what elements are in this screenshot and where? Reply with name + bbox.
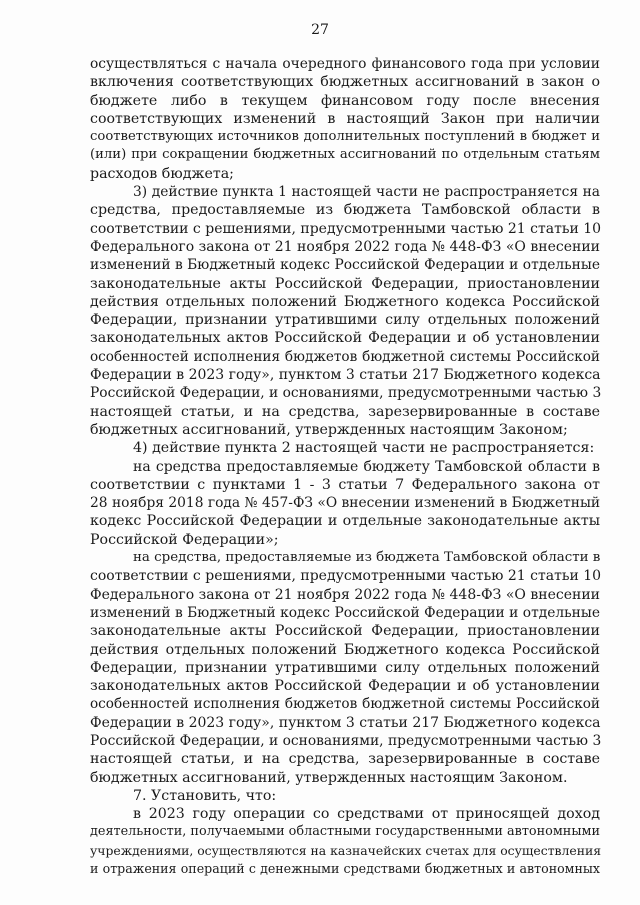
text-line: законодательных актов Российской Федерации и об установлении	[90, 678, 600, 695]
text-line: бюджете либо в текущем финансовом году после внесения	[90, 92, 600, 109]
text-line: кодекс Российской Федерации и отдельные законодательные акты	[90, 513, 600, 530]
text-line: Федерации в 2023 году», пунктом 3 статьи 217 Бюджетного кодекса	[90, 367, 601, 384]
text-line: 4) действие пункта 2 настоящей части не распространяется:	[133, 440, 595, 457]
text-line: Федерального закона от 21 ноября 2022 года № 448-ФЗ «О внесении	[90, 586, 600, 603]
text-line: 28 ноября 2018 года № 457-ФЗ «О внесении изменений в Бюджетный	[90, 495, 601, 512]
text-line: соответствии с решениями, предусмотренными частью 21 статьи 10	[90, 568, 602, 585]
text-line: 7. Установить, что:	[133, 787, 277, 804]
text-line: законодательные акты Российской Федерации, приостановлении	[90, 623, 600, 640]
text-line: Российской Федерации, и основаниями, предусмотренными частью 3	[90, 385, 602, 402]
text-line: Федерации, признании утратившими силу отдельных положений	[90, 312, 600, 329]
text-line: и отражения операций с денежными средствами бюджетных и автономных	[90, 861, 600, 877]
text-line: бюджетных ассигнований, утвержденных настоящим Законом;	[90, 421, 568, 438]
text-line: настоящей статьи, и на средства, зарезервированные в составе	[90, 751, 600, 768]
text-line: изменений в Бюджетный кодекс Российской Федерации и отдельные	[90, 257, 600, 274]
text-line: Федерации, признании утратившими силу отдельных положений	[90, 659, 600, 676]
text-line: действия отдельных положений Бюджетного кодекса Российской	[90, 293, 600, 310]
text-line: соответствующих изменений в настоящий Закон при наличии	[90, 110, 600, 127]
text-line: в 2023 году операции со средствами от приносящей доход	[133, 806, 600, 823]
page-number: 27	[311, 22, 329, 38]
text-line: включения соответствующих бюджетных ассигнований в закон о	[90, 74, 600, 91]
text-line: (или) при сокращении бюджетных ассигнований по отдельным статьям	[90, 147, 600, 163]
text-line: Российской Федерации»;	[90, 531, 279, 548]
text-line: Федерации в 2023 году», пунктом 3 статьи 217 Бюджетного кодекса	[90, 714, 601, 731]
body-text	[90, 55, 600, 878]
text-line: расходов бюджета;	[90, 165, 234, 182]
text-line: бюджетных ассигнований, утвержденных настоящим Законом.	[90, 769, 568, 786]
text-line: соответствующих источников дополнительных поступлений в бюджет и	[90, 129, 600, 145]
text-line: соответствии с пунктами 1 - 3 статьи 7 Федерального закона от	[90, 476, 600, 493]
text-line: особенностей исполнения бюджетов бюджетной системы Российской	[90, 696, 600, 713]
text-line: Федерального закона от 21 ноября 2022 года № 448-ФЗ «О внесении	[90, 238, 600, 255]
text-line: особенностей исполнения бюджетов бюджетной системы Российской	[90, 348, 600, 365]
text-line: деятельности, получаемыми областными государственными автономными	[90, 824, 600, 840]
text-line: настоящей статьи, и на средства, зарезервированные в составе	[90, 403, 600, 420]
text-line: законодательных актов Российской Федерации и об установлении	[90, 330, 600, 347]
text-line: учреждениями, осуществляются на казначейских счетах для осуществления	[90, 842, 602, 858]
text-line: 3) действие пункта 1 настоящей части не распространяется на	[133, 184, 600, 201]
text-line: законодательные акты Российской Федерации, приостановлении	[90, 275, 600, 292]
text-line: средства, предоставляемые из бюджета Тамбовской области в	[90, 202, 600, 219]
text-line: на средства предоставляемые бюджету Тамбовской области в	[133, 458, 600, 475]
text-line: соответствии с решениями, предусмотренными частью 21 статьи 10	[90, 220, 602, 237]
text-line: на средства, предоставляемые из бюджета Тамбовской области в	[133, 550, 601, 566]
text-line: изменений в Бюджетный кодекс Российской Федерации и отдельные	[90, 604, 600, 621]
text-line: Российской Федерации, и основаниями, предусмотренными частью 3	[90, 732, 602, 749]
text-line: действия отдельных положений Бюджетного кодекса Российской	[90, 641, 600, 658]
text-line: осуществляться с начала очередного финансового года при условии	[90, 56, 600, 72]
